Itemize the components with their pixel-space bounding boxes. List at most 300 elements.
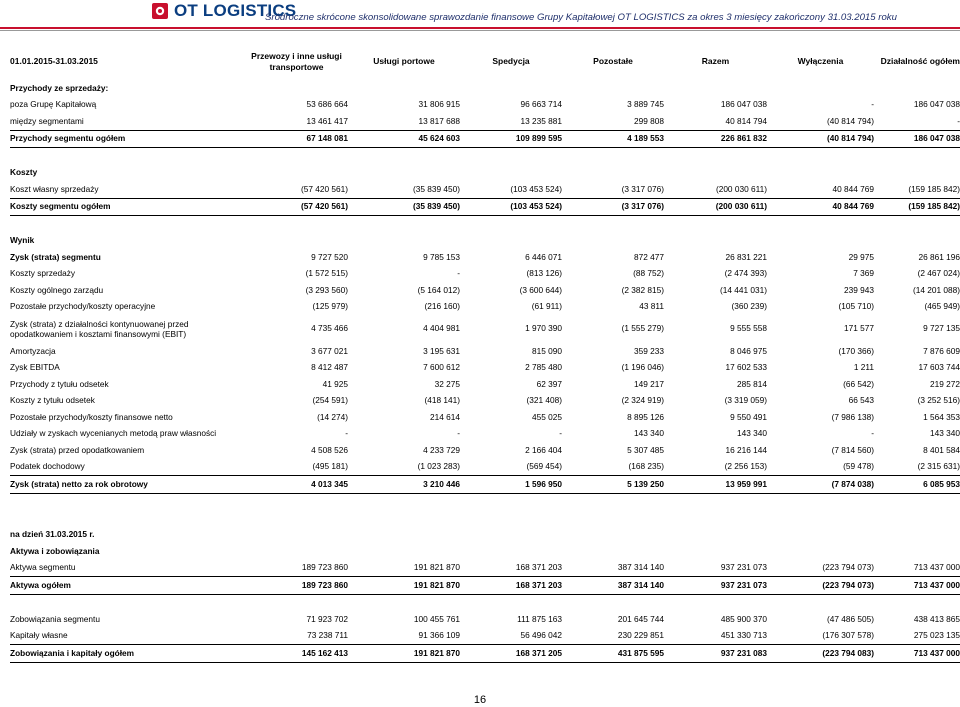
cell-value [245, 510, 348, 527]
table-row [10, 426, 960, 443]
cell-value: 1 564 353 [923, 411, 960, 422]
cell-value: 3 195 631 [423, 345, 460, 356]
logo-text: OT LOGISTICS [174, 1, 297, 20]
cell-value: 9 550 491 [730, 411, 767, 422]
row-label: Koszty sprzedaży [10, 268, 76, 279]
cell-value [348, 543, 460, 560]
cell-value: 7 600 612 [423, 362, 460, 373]
cell-value: 201 645 744 [617, 613, 664, 624]
table-row [10, 459, 960, 476]
row-label: Koszty z tytułu odsetek [10, 395, 95, 406]
cell-value [245, 543, 348, 560]
row-label: Koszty [10, 167, 38, 178]
cell-value [767, 594, 874, 611]
cell-value: (47 486 505) [826, 613, 874, 624]
table-row [10, 376, 960, 393]
cell-value: (1 196 046) [621, 362, 664, 373]
cell-value: 8 412 487 [311, 362, 348, 373]
cell-value: (66 542) [843, 378, 874, 389]
table-row [10, 560, 960, 577]
cell-value: 937 231 073 [664, 577, 767, 595]
cell-value [767, 80, 874, 97]
cell-value [664, 510, 767, 527]
cell-value: (57 420 561) [245, 198, 348, 216]
cell-value: 67 148 081 [245, 130, 348, 148]
cell-value: 143 340 [634, 428, 664, 439]
cell-value [874, 165, 960, 182]
table-row [10, 493, 960, 510]
row-label: Zysk (strata) z działalności kontynuowanej przed opodatkowaniem i kosztami finansowymi (EBIT) [10, 318, 189, 339]
row-label: Wynik [10, 235, 35, 246]
cell-value [245, 80, 348, 97]
table-row [10, 181, 960, 198]
cell-value: 17 602 533 [725, 362, 767, 373]
cell-value: 3 677 021 [311, 345, 348, 356]
row-label: Udziały w zyskach wycenianych metodą praw własności [10, 428, 217, 439]
column-header: Razem [701, 56, 730, 67]
row-label: między segmentami [10, 113, 245, 130]
table-row [10, 343, 960, 360]
cell-value [460, 543, 562, 560]
cell-value [767, 510, 874, 527]
cell-value: 8 895 126 [627, 411, 664, 422]
cell-value [874, 148, 960, 165]
cell-value: 191 821 870 [348, 577, 460, 595]
cell-value: - [457, 268, 460, 279]
cell-value: 186 047 038 [720, 99, 767, 110]
cell-value [562, 510, 664, 527]
cell-value: 191 821 870 [348, 560, 460, 577]
cell-value: 8 046 975 [730, 345, 767, 356]
cell-value: 31 806 915 [418, 99, 460, 110]
cell-value: 713 437 000 [874, 645, 960, 663]
cell-value: 815 090 [532, 345, 562, 356]
cell-value: 2 166 404 [525, 444, 562, 455]
cell-value: 937 231 073 [664, 560, 767, 577]
cell-value [874, 510, 960, 527]
cell-value: 1 970 390 [525, 323, 562, 334]
table-row [10, 249, 960, 266]
cell-value: 149 217 [634, 378, 664, 389]
column-header: Działalność ogółem [880, 56, 960, 67]
cell-value: 43 811 [639, 301, 664, 312]
cell-value [348, 510, 460, 527]
cell-value: 17 603 744 [918, 362, 960, 373]
cell-value: 713 437 000 [874, 577, 960, 595]
cell-value [348, 493, 460, 510]
cell-value: 219 272 [930, 378, 960, 389]
cell-value: 8 401 584 [923, 444, 960, 455]
cell-value: 455 025 [532, 411, 562, 422]
cell-value [460, 527, 562, 544]
cell-value: (3 317 076) [562, 198, 664, 216]
cell-value: (216 160) [424, 301, 460, 312]
column-header: Pozostałe [593, 56, 633, 67]
cell-value: 3 889 745 [627, 99, 664, 110]
cell-value: 13 817 688 [348, 113, 460, 130]
cell-value: 1 596 950 [460, 476, 562, 494]
cell-value [245, 493, 348, 510]
ot-logistics-logo-icon [150, 1, 170, 21]
cell-value: 66 543 [848, 395, 874, 406]
cell-value: (2 382 815) [621, 284, 664, 295]
cell-value: 3 210 446 [348, 476, 460, 494]
cell-value [460, 594, 562, 611]
cell-value: 29 975 [848, 251, 874, 262]
cell-value: 73 238 711 [245, 628, 348, 645]
cell-value [664, 148, 767, 165]
cell-value [664, 543, 767, 560]
cell-value: 13 461 417 [245, 113, 348, 130]
cell-value: 230 229 851 [562, 628, 664, 645]
cell-value: 431 875 595 [562, 645, 664, 663]
cell-value: 96 663 714 [520, 99, 562, 110]
table-row [10, 594, 960, 611]
cell-value: (7 986 138) [831, 411, 874, 422]
cell-value [664, 594, 767, 611]
cell-value [562, 80, 664, 97]
cell-value [874, 493, 960, 510]
row-label: Aktywa segmentu [10, 560, 245, 577]
cell-value: (103 453 524) [460, 198, 562, 216]
row-label: Aktywa ogółem [10, 577, 245, 595]
cell-value: 186 047 038 [874, 130, 960, 148]
cell-value [348, 527, 460, 544]
cell-value [874, 543, 960, 560]
cell-value: 4 404 981 [423, 323, 460, 334]
table-row [10, 282, 960, 299]
cell-value [767, 543, 874, 560]
cell-value [245, 216, 348, 233]
cell-value [767, 233, 874, 250]
cell-value [348, 148, 460, 165]
cell-value: 239 943 [844, 284, 874, 295]
cell-value: 91 366 109 [348, 628, 460, 645]
cell-value: 4 233 729 [423, 444, 460, 455]
table-row [10, 198, 960, 216]
cell-value: 4 508 526 [311, 444, 348, 455]
column-header: Przewozy i inne usługi transportowe [251, 51, 342, 72]
cell-value: 713 437 000 [874, 560, 960, 577]
table-row [10, 645, 960, 663]
row-label: Zysk (strata) przed opodatkowaniem [10, 444, 145, 455]
cell-value: 359 233 [634, 345, 664, 356]
cell-value: (200 030 611) [664, 181, 767, 198]
cell-value: 285 814 [737, 378, 767, 389]
cell-value: (3 600 644) [519, 284, 562, 295]
cell-value: (170 366) [838, 345, 874, 356]
cell-value: - [457, 428, 460, 439]
row-label: Koszt własny sprzedaży [10, 181, 245, 198]
cell-value: 9 727 520 [311, 251, 348, 262]
cell-value: - [871, 99, 874, 110]
table-row [10, 611, 960, 628]
cell-value: 168 371 205 [460, 645, 562, 663]
cell-value: (2 256 153) [664, 459, 767, 476]
table-row [10, 442, 960, 459]
cell-value: (813 126) [526, 268, 562, 279]
cell-value: (2 467 024) [917, 268, 960, 279]
cell-value: 56 496 042 [460, 628, 562, 645]
cell-value: 5 307 485 [627, 444, 664, 455]
cell-value: (159 185 842) [874, 198, 960, 216]
cell-value: 40 814 794 [664, 113, 767, 130]
cell-value: (569 454) [460, 459, 562, 476]
cell-value: 71 923 702 [306, 613, 348, 624]
cell-value: 168 371 203 [460, 560, 562, 577]
table-row [10, 577, 960, 595]
cell-value: 937 231 083 [664, 645, 767, 663]
cell-value: 226 861 832 [664, 130, 767, 148]
cell-value: 143 340 [737, 428, 767, 439]
cell-value: 111 875 163 [517, 613, 562, 624]
cell-value: (3 252 516) [917, 395, 960, 406]
cell-value: 7 876 609 [923, 345, 960, 356]
cell-value: 438 413 865 [913, 613, 960, 624]
cell-value [348, 165, 460, 182]
cell-value [460, 233, 562, 250]
cell-value: - [559, 428, 562, 439]
table-row [10, 130, 960, 148]
cell-value: 16 216 144 [725, 444, 767, 455]
cell-value: (254 591) [312, 395, 348, 406]
cell-value [767, 165, 874, 182]
cell-value: 26 831 221 [725, 251, 767, 262]
header-red-rule [0, 27, 960, 29]
cell-value: 40 844 769 [767, 198, 874, 216]
row-label [10, 216, 245, 233]
cell-value [348, 594, 460, 611]
cell-value [348, 216, 460, 233]
cell-value [874, 594, 960, 611]
cell-value: (14 441 031) [719, 284, 767, 295]
cell-value: 4 189 553 [562, 130, 664, 148]
cell-value: - [874, 113, 960, 130]
cell-value: (14 201 088) [912, 284, 960, 295]
cell-value [767, 527, 874, 544]
cell-value [460, 216, 562, 233]
period-header: 01.01.2015-31.03.2015 [10, 56, 98, 67]
cell-value: 40 844 769 [767, 181, 874, 198]
segment-report-table [10, 44, 960, 663]
cell-value [245, 594, 348, 611]
cell-value: 13 959 991 [664, 476, 767, 494]
cell-value: 168 371 203 [460, 577, 562, 595]
column-header: Usługi portowe [373, 56, 435, 67]
cell-value: (105 710) [838, 301, 874, 312]
table-row [10, 543, 960, 560]
cell-value: 6 085 953 [874, 476, 960, 494]
row-label: Aktywa i zobowiązania [10, 545, 100, 556]
header-grey-rule [0, 30, 960, 31]
cell-value: (5 164 012) [417, 284, 460, 295]
cell-value: 4 013 345 [245, 476, 348, 494]
cell-value: 451 330 713 [664, 628, 767, 645]
cell-value [874, 216, 960, 233]
cell-value [562, 165, 664, 182]
cell-value: (3 319 059) [724, 395, 767, 406]
row-label: na dzień 31.03.2015 r. [10, 529, 95, 540]
cell-value: 872 477 [634, 251, 664, 262]
table-row [10, 165, 960, 182]
cell-value: 62 397 [536, 378, 562, 389]
cell-value: 13 235 881 [460, 113, 562, 130]
cell-value: (176 307 578) [767, 628, 874, 645]
cell-value: (1 572 515) [305, 268, 348, 279]
cell-value: 32 275 [434, 378, 460, 389]
row-label: poza Grupę Kapitałową [10, 99, 97, 110]
table-row [10, 80, 960, 97]
table-row [10, 233, 960, 250]
cell-value [562, 594, 664, 611]
row-label: Podatek dochodowy [10, 459, 245, 476]
cell-value: 485 900 370 [720, 613, 767, 624]
cell-value: 275 023 135 [874, 628, 960, 645]
cell-value: - [871, 428, 874, 439]
cell-value: 2 785 480 [525, 362, 562, 373]
page-header [0, 0, 960, 30]
row-label [10, 594, 245, 611]
cell-value: (2 474 393) [724, 268, 767, 279]
table-row [10, 299, 960, 316]
cell-value: (59 478) [767, 459, 874, 476]
row-label: Kapitały własne [10, 628, 245, 645]
table-row [10, 315, 960, 343]
table-row [10, 113, 960, 130]
cell-value: (40 814 794) [767, 130, 874, 148]
table-body [10, 80, 960, 662]
cell-value: (14 274) [317, 411, 348, 422]
table-row [10, 148, 960, 165]
cell-value [664, 80, 767, 97]
row-label: Przychody z tytułu odsetek [10, 378, 109, 389]
table-row [10, 628, 960, 645]
cell-value [562, 527, 664, 544]
cell-value [460, 510, 562, 527]
page-number: 16 [473, 694, 487, 706]
row-label [10, 510, 245, 527]
cell-value [245, 527, 348, 544]
row-label: Zysk EBITDA [10, 362, 60, 373]
cell-value: 214 614 [430, 411, 460, 422]
cell-value [460, 80, 562, 97]
cell-value: 4 735 466 [311, 323, 348, 334]
cell-value: 7 369 [853, 268, 874, 279]
cell-value: (88 752) [633, 268, 664, 279]
cell-value: 1 211 [853, 362, 874, 373]
cell-value: (223 794 073) [767, 560, 874, 577]
table-header-row [10, 44, 960, 80]
document-title: Śródroczne skrócone skonsolidowane sprawozdanie finansowe Grupy Kapitałowej OT LOGISTICS za okres 3 miesięcy zakończony 31.03.2015 roku [265, 12, 897, 23]
cell-value: 387 314 140 [562, 560, 664, 577]
cell-value: (7 814 560) [831, 444, 874, 455]
cell-value [348, 233, 460, 250]
cell-value: (465 949) [924, 301, 960, 312]
cell-value: (35 839 450) [348, 198, 460, 216]
cell-value: (418 141) [424, 395, 460, 406]
cell-value: (61 911) [531, 301, 562, 312]
cell-value [562, 543, 664, 560]
cell-value: 9 555 558 [730, 323, 767, 334]
cell-value [664, 527, 767, 544]
row-label: Przychody ze sprzedaży: [10, 82, 109, 93]
cell-value [664, 216, 767, 233]
table-row [10, 409, 960, 426]
cell-value [664, 165, 767, 182]
cell-value [460, 165, 562, 182]
row-label: Zysk (strata) segmentu [10, 251, 101, 262]
table-row [10, 510, 960, 527]
cell-value: (40 814 794) [767, 113, 874, 130]
cell-value: (35 839 450) [348, 181, 460, 198]
cell-value: (1 555 279) [621, 323, 664, 334]
cell-value: (103 453 524) [460, 181, 562, 198]
row-label: Zobowiązania segmentu [10, 613, 100, 624]
row-label: Pozostałe przychody/koszty operacyjne [10, 301, 156, 312]
table-row [10, 97, 960, 114]
cell-value: 109 899 595 [460, 130, 562, 148]
cell-value: 6 446 071 [525, 251, 562, 262]
cell-value [874, 527, 960, 544]
cell-value [767, 493, 874, 510]
cell-value: (360 239) [731, 301, 767, 312]
cell-value: 189 723 860 [245, 560, 348, 577]
cell-value: 299 808 [562, 113, 664, 130]
row-label: Zysk (strata) netto za rok obrotowy [10, 476, 245, 494]
cell-value: 171 577 [844, 323, 874, 334]
cell-value: 143 340 [930, 428, 960, 439]
row-label: Przychody segmentu ogółem [10, 130, 245, 148]
cell-value [460, 148, 562, 165]
cell-value [562, 233, 664, 250]
cell-value: (2 324 919) [621, 395, 664, 406]
column-header: Wyłączenia [797, 56, 844, 67]
cell-value: (223 794 083) [767, 645, 874, 663]
cell-value: (3 293 560) [305, 284, 348, 295]
table-row [10, 266, 960, 283]
cell-value: 45 624 603 [348, 130, 460, 148]
cell-value: (7 874 038) [767, 476, 874, 494]
cell-value: 145 162 413 [245, 645, 348, 663]
cell-value: 191 821 870 [348, 645, 460, 663]
table-row [10, 476, 960, 494]
cell-value [245, 148, 348, 165]
cell-value [664, 233, 767, 250]
cell-value: (168 235) [562, 459, 664, 476]
row-label: Koszty segmentu ogółem [10, 198, 245, 216]
cell-value: - [345, 428, 348, 439]
cell-value: (3 317 076) [562, 181, 664, 198]
cell-value: (495 181) [245, 459, 348, 476]
cell-value [874, 80, 960, 97]
row-label: Pozostałe przychody/koszty finansowe netto [10, 411, 173, 422]
cell-value: (125 979) [312, 301, 348, 312]
cell-value: 53 686 664 [306, 99, 348, 110]
cell-value: 41 925 [322, 378, 348, 389]
cell-value: (1 023 283) [348, 459, 460, 476]
row-label [10, 148, 245, 165]
cell-value: 9 727 135 [923, 323, 960, 334]
cell-value: (57 420 561) [245, 181, 348, 198]
row-label: Zobowiązania i kapitały ogółem [10, 645, 245, 663]
cell-value [562, 148, 664, 165]
table-row [10, 360, 960, 377]
cell-value: (200 030 611) [664, 198, 767, 216]
cell-value [767, 216, 874, 233]
cell-value: 387 314 140 [562, 577, 664, 595]
cell-value: 9 785 153 [423, 251, 460, 262]
cell-value [562, 493, 664, 510]
